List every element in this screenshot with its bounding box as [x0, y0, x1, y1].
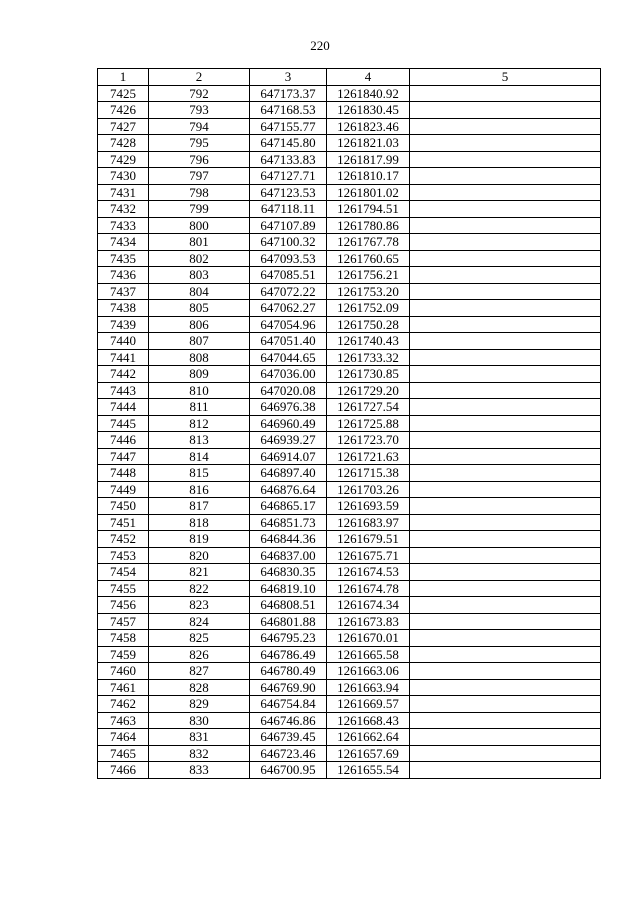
table-row [98, 250, 601, 267]
table-cell-col-4: 1261780.86 [327, 217, 410, 234]
table-cell-col-1: 7433 [98, 217, 149, 234]
table-cell-col-3: 646746.86 [250, 712, 327, 729]
table-cell-col-1: 7452 [98, 531, 149, 548]
table-cell-col-4: 1261756.21 [327, 267, 410, 284]
table-cell-col-1: 7440 [98, 333, 149, 350]
table-cell-col-2: 820 [149, 547, 250, 564]
table-row [98, 613, 601, 630]
table-cell-col-4: 1261670.01 [327, 630, 410, 647]
table-cell-col-2: 793 [149, 102, 250, 119]
table-cell-col-2: 829 [149, 696, 250, 713]
table-cell-col-5 [410, 564, 601, 581]
table-row [98, 712, 601, 729]
table-cell-col-4: 1261740.43 [327, 333, 410, 350]
table-cell-col-2: 803 [149, 267, 250, 284]
table-row [98, 201, 601, 218]
table-cell-col-4: 1261675.71 [327, 547, 410, 564]
table-cell-col-5 [410, 663, 601, 680]
table-cell-col-5 [410, 514, 601, 531]
table-row [98, 762, 601, 779]
table-cell-col-5 [410, 613, 601, 630]
table-cell-col-2: 832 [149, 745, 250, 762]
table-cell-col-4: 1261821.03 [327, 135, 410, 152]
table-cell-col-4: 1261729.20 [327, 382, 410, 399]
table-cell-col-2: 828 [149, 679, 250, 696]
table-row [98, 448, 601, 465]
table-cell-col-3: 647093.53 [250, 250, 327, 267]
table-cell-col-1: 7434 [98, 234, 149, 251]
table-cell-col-3: 646819.10 [250, 580, 327, 597]
table-cell-col-5 [410, 349, 601, 366]
table-cell-col-3: 646830.35 [250, 564, 327, 581]
table-cell-col-4: 1261730.85 [327, 366, 410, 383]
column-header-3: 3 [250, 69, 327, 86]
table-cell-col-1: 7463 [98, 712, 149, 729]
table-cell-col-2: 819 [149, 531, 250, 548]
table-cell-col-2: 807 [149, 333, 250, 350]
table-cell-col-3: 647133.83 [250, 151, 327, 168]
table-cell-col-3: 647168.53 [250, 102, 327, 119]
table-cell-col-4: 1261663.94 [327, 679, 410, 696]
table-row [98, 514, 601, 531]
table-cell-col-3: 646897.40 [250, 465, 327, 482]
table-row [98, 283, 601, 300]
table-cell-col-2: 809 [149, 366, 250, 383]
table-cell-col-4: 1261794.51 [327, 201, 410, 218]
table-cell-col-5 [410, 267, 601, 284]
table-cell-col-4: 1261753.20 [327, 283, 410, 300]
table-cell-col-3: 647054.96 [250, 316, 327, 333]
table-row [98, 349, 601, 366]
table-cell-col-2: 811 [149, 399, 250, 416]
table-cell-col-5 [410, 547, 601, 564]
table-cell-col-4: 1261657.69 [327, 745, 410, 762]
table-cell-col-3: 647145.80 [250, 135, 327, 152]
table-cell-col-3: 647085.51 [250, 267, 327, 284]
table-row [98, 366, 601, 383]
table-cell-col-2: 801 [149, 234, 250, 251]
table-cell-col-1: 7449 [98, 481, 149, 498]
table-cell-col-4: 1261817.99 [327, 151, 410, 168]
table-row [98, 399, 601, 416]
table-row [98, 415, 601, 432]
table-cell-col-2: 815 [149, 465, 250, 482]
table-cell-col-1: 7459 [98, 646, 149, 663]
table-row [98, 267, 601, 284]
table-row [98, 679, 601, 696]
table-cell-col-3: 646723.46 [250, 745, 327, 762]
table-row [98, 217, 601, 234]
table-cell-col-4: 1261662.64 [327, 729, 410, 746]
table-cell-col-5 [410, 283, 601, 300]
table-cell-col-5 [410, 597, 601, 614]
table-cell-col-2: 805 [149, 300, 250, 317]
table-cell-col-1: 7446 [98, 432, 149, 449]
table-cell-col-4: 1261840.92 [327, 85, 410, 102]
table-cell-col-1: 7436 [98, 267, 149, 284]
table-cell-col-5 [410, 531, 601, 548]
table-cell-col-1: 7428 [98, 135, 149, 152]
table-cell-col-5 [410, 399, 601, 416]
table-cell-col-1: 7425 [98, 85, 149, 102]
table-cell-col-3: 646837.00 [250, 547, 327, 564]
table-cell-col-5 [410, 498, 601, 515]
table-cell-col-3: 647072.22 [250, 283, 327, 300]
table-row [98, 564, 601, 581]
table-cell-col-5 [410, 745, 601, 762]
table-cell-col-3: 647107.89 [250, 217, 327, 234]
table-body [98, 85, 601, 778]
table-cell-col-4: 1261750.28 [327, 316, 410, 333]
table-cell-col-2: 826 [149, 646, 250, 663]
table-cell-col-3: 647051.40 [250, 333, 327, 350]
table-cell-col-3: 646914.07 [250, 448, 327, 465]
table-cell-col-3: 647127.71 [250, 168, 327, 185]
table-cell-col-3: 646801.88 [250, 613, 327, 630]
table-cell-col-1: 7430 [98, 168, 149, 185]
table-cell-col-4: 1261767.78 [327, 234, 410, 251]
table-cell-col-4: 1261668.43 [327, 712, 410, 729]
table-cell-col-3: 646876.64 [250, 481, 327, 498]
table-row [98, 151, 601, 168]
table-cell-col-1: 7426 [98, 102, 149, 119]
table-cell-col-1: 7435 [98, 250, 149, 267]
table-cell-col-5 [410, 316, 601, 333]
table-cell-col-5 [410, 762, 601, 779]
table-row [98, 696, 601, 713]
table-cell-col-3: 647020.08 [250, 382, 327, 399]
table-row [98, 465, 601, 482]
table-row [98, 118, 601, 135]
table-cell-col-2: 808 [149, 349, 250, 366]
table-cell-col-5 [410, 300, 601, 317]
table-cell-col-2: 827 [149, 663, 250, 680]
table-cell-col-3: 646780.49 [250, 663, 327, 680]
table-cell-col-2: 821 [149, 564, 250, 581]
table-cell-col-5 [410, 448, 601, 465]
table-cell-col-5 [410, 250, 601, 267]
table-cell-col-4: 1261801.02 [327, 184, 410, 201]
table-cell-col-2: 802 [149, 250, 250, 267]
page-number: 220 [310, 38, 330, 53]
table-row [98, 382, 601, 399]
table-cell-col-4: 1261703.26 [327, 481, 410, 498]
table-cell-col-1: 7460 [98, 663, 149, 680]
table-cell-col-3: 646795.23 [250, 630, 327, 647]
table-cell-col-4: 1261665.58 [327, 646, 410, 663]
table-cell-col-1: 7427 [98, 118, 149, 135]
table-cell-col-5 [410, 102, 601, 119]
table-cell-col-2: 818 [149, 514, 250, 531]
table-row [98, 597, 601, 614]
table-cell-col-4: 1261830.45 [327, 102, 410, 119]
table-cell-col-4: 1261683.97 [327, 514, 410, 531]
table-row [98, 663, 601, 680]
column-header-2: 2 [149, 69, 250, 86]
table-cell-col-3: 646786.49 [250, 646, 327, 663]
table-cell-col-1: 7454 [98, 564, 149, 581]
table-row [98, 481, 601, 498]
table-cell-col-4: 1261723.70 [327, 432, 410, 449]
table-cell-col-5 [410, 366, 601, 383]
table-cell-col-2: 804 [149, 283, 250, 300]
table-cell-col-3: 646976.38 [250, 399, 327, 416]
table-cell-col-1: 7465 [98, 745, 149, 762]
table-cell-col-3: 646754.84 [250, 696, 327, 713]
table-cell-col-1: 7448 [98, 465, 149, 482]
table-cell-col-5 [410, 168, 601, 185]
table-cell-col-2: 796 [149, 151, 250, 168]
table-cell-col-2: 825 [149, 630, 250, 647]
table-cell-col-4: 1261725.88 [327, 415, 410, 432]
table-cell-col-3: 646844.36 [250, 531, 327, 548]
table-cell-col-4: 1261673.83 [327, 613, 410, 630]
table-cell-col-4: 1261733.32 [327, 349, 410, 366]
table-cell-col-1: 7442 [98, 366, 149, 383]
table-cell-col-3: 647062.27 [250, 300, 327, 317]
table-cell-col-4: 1261669.57 [327, 696, 410, 713]
table-cell-col-1: 7462 [98, 696, 149, 713]
table-cell-col-1: 7461 [98, 679, 149, 696]
table-row [98, 85, 601, 102]
table-row [98, 646, 601, 663]
table-cell-col-4: 1261674.78 [327, 580, 410, 597]
table-cell-col-3: 646739.45 [250, 729, 327, 746]
table-cell-col-5 [410, 712, 601, 729]
table-row [98, 630, 601, 647]
table-cell-col-5 [410, 333, 601, 350]
table-cell-col-1: 7455 [98, 580, 149, 597]
table-cell-col-2: 795 [149, 135, 250, 152]
table-cell-col-2: 797 [149, 168, 250, 185]
table-cell-col-2: 822 [149, 580, 250, 597]
table-cell-col-1: 7445 [98, 415, 149, 432]
table-row [98, 531, 601, 548]
table-cell-col-4: 1261810.17 [327, 168, 410, 185]
table-cell-col-5 [410, 630, 601, 647]
table-cell-col-5 [410, 217, 601, 234]
table-cell-col-4: 1261721.63 [327, 448, 410, 465]
table-cell-col-2: 814 [149, 448, 250, 465]
table-row [98, 102, 601, 119]
table-cell-col-5 [410, 580, 601, 597]
table-cell-col-3: 646808.51 [250, 597, 327, 614]
table-cell-col-2: 812 [149, 415, 250, 432]
table-cell-col-1: 7443 [98, 382, 149, 399]
table-row [98, 316, 601, 333]
table-cell-col-3: 647173.37 [250, 85, 327, 102]
table-cell-col-2: 830 [149, 712, 250, 729]
table-cell-col-1: 7456 [98, 597, 149, 614]
table-cell-col-3: 647036.00 [250, 366, 327, 383]
table-cell-col-1: 7447 [98, 448, 149, 465]
table-cell-col-5 [410, 118, 601, 135]
table-cell-col-5 [410, 85, 601, 102]
table-cell-col-5 [410, 696, 601, 713]
table-cell-col-1: 7444 [98, 399, 149, 416]
column-header-4: 4 [327, 69, 410, 86]
table-row [98, 135, 601, 152]
table-cell-col-3: 646851.73 [250, 514, 327, 531]
table-cell-col-4: 1261655.54 [327, 762, 410, 779]
table-cell-col-4: 1261727.54 [327, 399, 410, 416]
table-cell-col-5 [410, 432, 601, 449]
table-cell-col-2: 833 [149, 762, 250, 779]
table-cell-col-5 [410, 729, 601, 746]
table-cell-col-4: 1261679.51 [327, 531, 410, 548]
table-cell-col-5 [410, 151, 601, 168]
table-cell-col-5 [410, 481, 601, 498]
table-cell-col-2: 817 [149, 498, 250, 515]
table-cell-col-1: 7464 [98, 729, 149, 746]
table-cell-col-3: 646865.17 [250, 498, 327, 515]
column-header-1: 1 [98, 69, 149, 86]
table-row [98, 498, 601, 515]
table-cell-col-1: 7458 [98, 630, 149, 647]
table-cell-col-1: 7451 [98, 514, 149, 531]
table-cell-col-3: 646960.49 [250, 415, 327, 432]
table-cell-col-1: 7466 [98, 762, 149, 779]
table-cell-col-1: 7439 [98, 316, 149, 333]
table-cell-col-1: 7431 [98, 184, 149, 201]
table-cell-col-2: 798 [149, 184, 250, 201]
table-cell-col-5 [410, 382, 601, 399]
table-cell-col-4: 1261752.09 [327, 300, 410, 317]
column-header-5: 5 [410, 69, 601, 86]
table-row [98, 745, 601, 762]
table-cell-col-4: 1261715.38 [327, 465, 410, 482]
table-row [98, 168, 601, 185]
table-cell-col-2: 824 [149, 613, 250, 630]
table-cell-col-1: 7441 [98, 349, 149, 366]
table-cell-col-3: 647118.11 [250, 201, 327, 218]
table-cell-col-1: 7453 [98, 547, 149, 564]
table-cell-col-2: 813 [149, 432, 250, 449]
table-cell-col-5 [410, 234, 601, 251]
table-cell-col-2: 799 [149, 201, 250, 218]
table-cell-col-3: 646939.27 [250, 432, 327, 449]
table-cell-col-2: 806 [149, 316, 250, 333]
table-cell-col-1: 7437 [98, 283, 149, 300]
table-cell-col-4: 1261674.53 [327, 564, 410, 581]
table-cell-col-4: 1261693.59 [327, 498, 410, 515]
table-row [98, 432, 601, 449]
table-cell-col-3: 646700.95 [250, 762, 327, 779]
table-cell-col-5 [410, 679, 601, 696]
table-header-row [98, 69, 601, 86]
table-cell-col-5 [410, 184, 601, 201]
table-row [98, 580, 601, 597]
table-cell-col-5 [410, 415, 601, 432]
table-cell-col-4: 1261760.65 [327, 250, 410, 267]
table-cell-col-1: 7457 [98, 613, 149, 630]
table-cell-col-5 [410, 646, 601, 663]
table-cell-col-2: 823 [149, 597, 250, 614]
table-cell-col-2: 800 [149, 217, 250, 234]
table-cell-col-3: 647100.32 [250, 234, 327, 251]
table-cell-col-1: 7432 [98, 201, 149, 218]
table-cell-col-1: 7450 [98, 498, 149, 515]
table-cell-col-4: 1261823.46 [327, 118, 410, 135]
table-cell-col-3: 647155.77 [250, 118, 327, 135]
table-cell-col-1: 7429 [98, 151, 149, 168]
table-cell-col-2: 792 [149, 85, 250, 102]
table-cell-col-2: 831 [149, 729, 250, 746]
table-cell-col-5 [410, 135, 601, 152]
table-row [98, 300, 601, 317]
table-cell-col-1: 7438 [98, 300, 149, 317]
table-cell-col-3: 647044.65 [250, 349, 327, 366]
table-cell-col-3: 646769.90 [250, 679, 327, 696]
table-row [98, 184, 601, 201]
table-row [98, 333, 601, 350]
coordinates-table [97, 68, 601, 779]
table-cell-col-4: 1261674.34 [327, 597, 410, 614]
table-row [98, 547, 601, 564]
table-row [98, 234, 601, 251]
table-cell-col-3: 647123.53 [250, 184, 327, 201]
table-cell-col-2: 794 [149, 118, 250, 135]
table-cell-col-2: 810 [149, 382, 250, 399]
table-cell-col-5 [410, 465, 601, 482]
table-cell-col-5 [410, 201, 601, 218]
table-cell-col-2: 816 [149, 481, 250, 498]
table-row [98, 729, 601, 746]
table-cell-col-4: 1261663.06 [327, 663, 410, 680]
